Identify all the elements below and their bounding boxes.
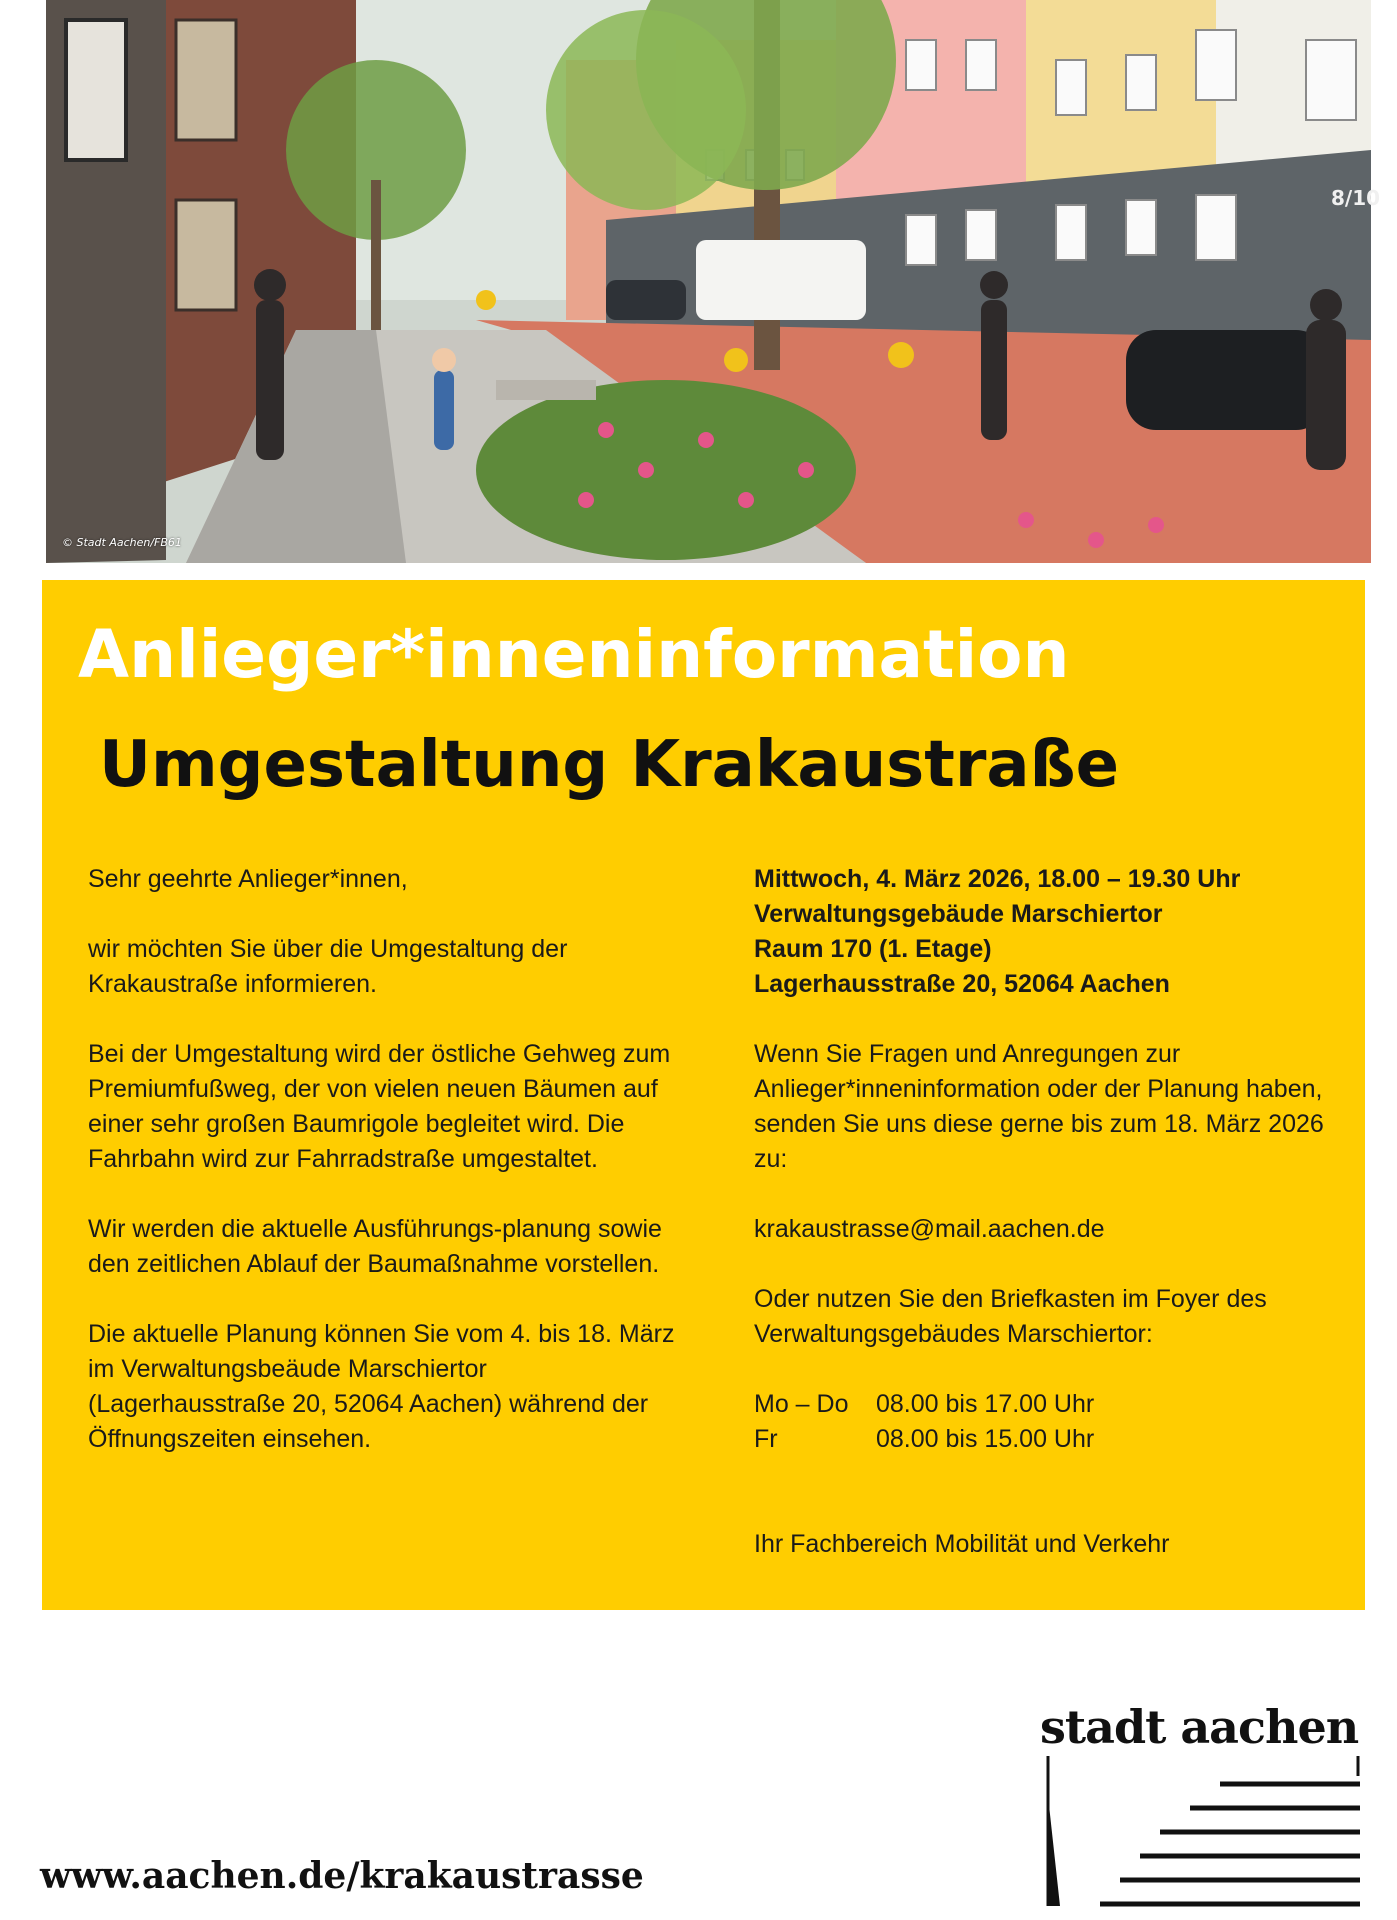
photo-credit: © Stadt Aachen/FB61 bbox=[62, 536, 182, 549]
hero-image bbox=[46, 0, 1381, 563]
hours-row bbox=[754, 1422, 1344, 1457]
questions-paragraph: Wenn Sie Fragen und Anregungen zur Anlieger*inneninformation oder der Planung haben, senden Sie uns diese gerne bis zum 18. März 2026 zu: bbox=[754, 1040, 1324, 1173]
event-details bbox=[754, 862, 1344, 1002]
logo-wordmark: stadt aachen bbox=[1040, 1700, 1359, 1754]
signature: Ihr Fachbereich Mobilität und Verkehr bbox=[754, 1530, 1170, 1558]
event-room: Raum 170 (1. Etage) bbox=[754, 935, 992, 963]
right-column bbox=[754, 862, 1344, 1597]
hours-time: 08.00 bis 17.00 Uhr bbox=[876, 1390, 1095, 1418]
left-column bbox=[88, 862, 678, 1492]
hours-days: Mo – Do bbox=[754, 1390, 849, 1418]
event-building: Verwaltungsgebäude Marschiertor bbox=[754, 900, 1163, 928]
mailbox-paragraph: Oder nutzen Sie den Briefkasten im Foyer des Verwaltungsgebäudes Marschiertor: bbox=[754, 1285, 1267, 1348]
event-date: Mittwoch, 4. März 2026, 18.00 – 19.30 Uhr bbox=[754, 865, 1241, 893]
salutation: Sehr geehrte Anlieger*innen, bbox=[88, 865, 408, 893]
stadt-aachen-logo bbox=[1040, 1700, 1370, 1920]
hours-days: Fr bbox=[754, 1425, 778, 1453]
street-illustration bbox=[46, 0, 1381, 563]
house-number: 8/10 bbox=[1331, 186, 1381, 210]
headline-title: Anlieger*inneninformation bbox=[78, 616, 1070, 693]
headline-subtitle: Umgestaltung Krakaustraße bbox=[99, 728, 1120, 802]
hours-time: 08.00 bis 15.00 Uhr bbox=[876, 1425, 1095, 1453]
event-address: Lagerhausstraße 20, 52064 Aachen bbox=[754, 970, 1170, 998]
hours-row bbox=[754, 1387, 1344, 1422]
info-panel bbox=[42, 580, 1365, 1610]
description-paragraph: Bei der Umgestaltung wird der östliche Gehweg zum Premiumfußweg, der von vielen neuen Bäumen auf einer sehr großen Baumrigole begleitet wird. Die Fahrbahn wird zur Fahrradstraße umgestaltet. bbox=[88, 1040, 671, 1173]
email-link[interactable]: krakaustrasse@mail.aachen.de bbox=[754, 1215, 1105, 1243]
viewing-paragraph: Die aktuelle Planung können Sie vom 4. bis 18. März im Verwaltungsbeäude Marschiertor (Lagerhausstraße 20, 52064 Aachen) während der Öffnungszeiten einsehen. bbox=[88, 1320, 675, 1453]
presentation-paragraph: Wir werden die aktuelle Ausführungs-planung sowie den zeitlichen Ablauf der Baumaßnahme vorstellen. bbox=[88, 1215, 662, 1278]
website-url[interactable]: www.aachen.de/krakaustrasse bbox=[40, 1855, 644, 1897]
opening-hours bbox=[754, 1387, 1344, 1457]
intro-paragraph: wir möchten Sie über die Umgestaltung der Krakaustraße informieren. bbox=[88, 935, 568, 998]
logo-emblem bbox=[1040, 1756, 1370, 1916]
